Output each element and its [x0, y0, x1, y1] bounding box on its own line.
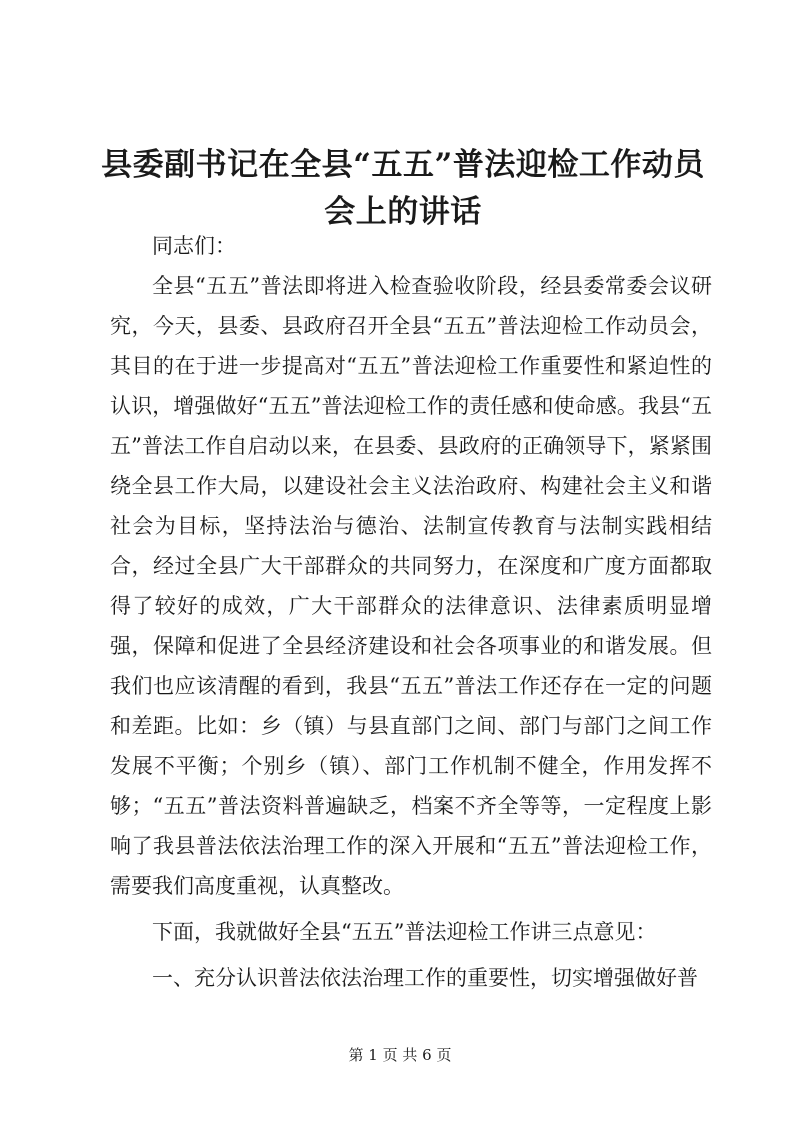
salutation-paragraph: 同志们： — [152, 234, 236, 258]
section-heading-paragraph: 一、充分认识普法依法治理工作的重要性，切实增强做好普 — [152, 966, 698, 990]
body-paragraph: 全县“五五”普法即将进入检查验收阶段，经县委常委会议研究，今天，县委、县政府召开全县“五五”普法迎检工作动员会，其目的在于进一步提高对“五五”普法迎检工作重要性和紧迫性的认识，增强做好“五五”普法迎检工作的责任感和使命感。我县“五五”普法工作自启动以来，在县委、县政府的正确领导下，紧紧围绕全县工作大局，以建设社会主义法治政府、构建社会主义和谐社会为目标，坚持法治与德治、法制宣传教育与法制实践相结合，经过全县广大干部群众的共同努力，在深度和广度方面都取得了较好的成效，广大干部群众的法律意识、法律素质明显增强，保障和促进了全县经济建设和社会各项事业的和谐发展。但我们也应该清醒的看到，我县“五五”普法工作还存在一定的问题和差距。比如：乡（镇）与县直部门之间、部门与部门之间工作发展不平衡；个别乡（镇）、部门工作机制不健全，作用发挥不够；“五五”普法资料普遍缺乏，档案不齐全等等，一定程度上影响了我县普法依法治理工作的深入开展和“五五”普法迎检工作，需要我们高度重视，认真整改。 — [110, 274, 712, 898]
page-footer: 第 1 页 共 6 页 — [348, 1046, 452, 1064]
document-body — [110, 226, 712, 998]
body-paragraph: 下面，我就做好全县“五五”普法迎检工作讲三点意见： — [152, 920, 657, 944]
document-title: 县委副书记在全县“五五”普法迎检工作动员会上的讲话 — [101, 147, 705, 230]
